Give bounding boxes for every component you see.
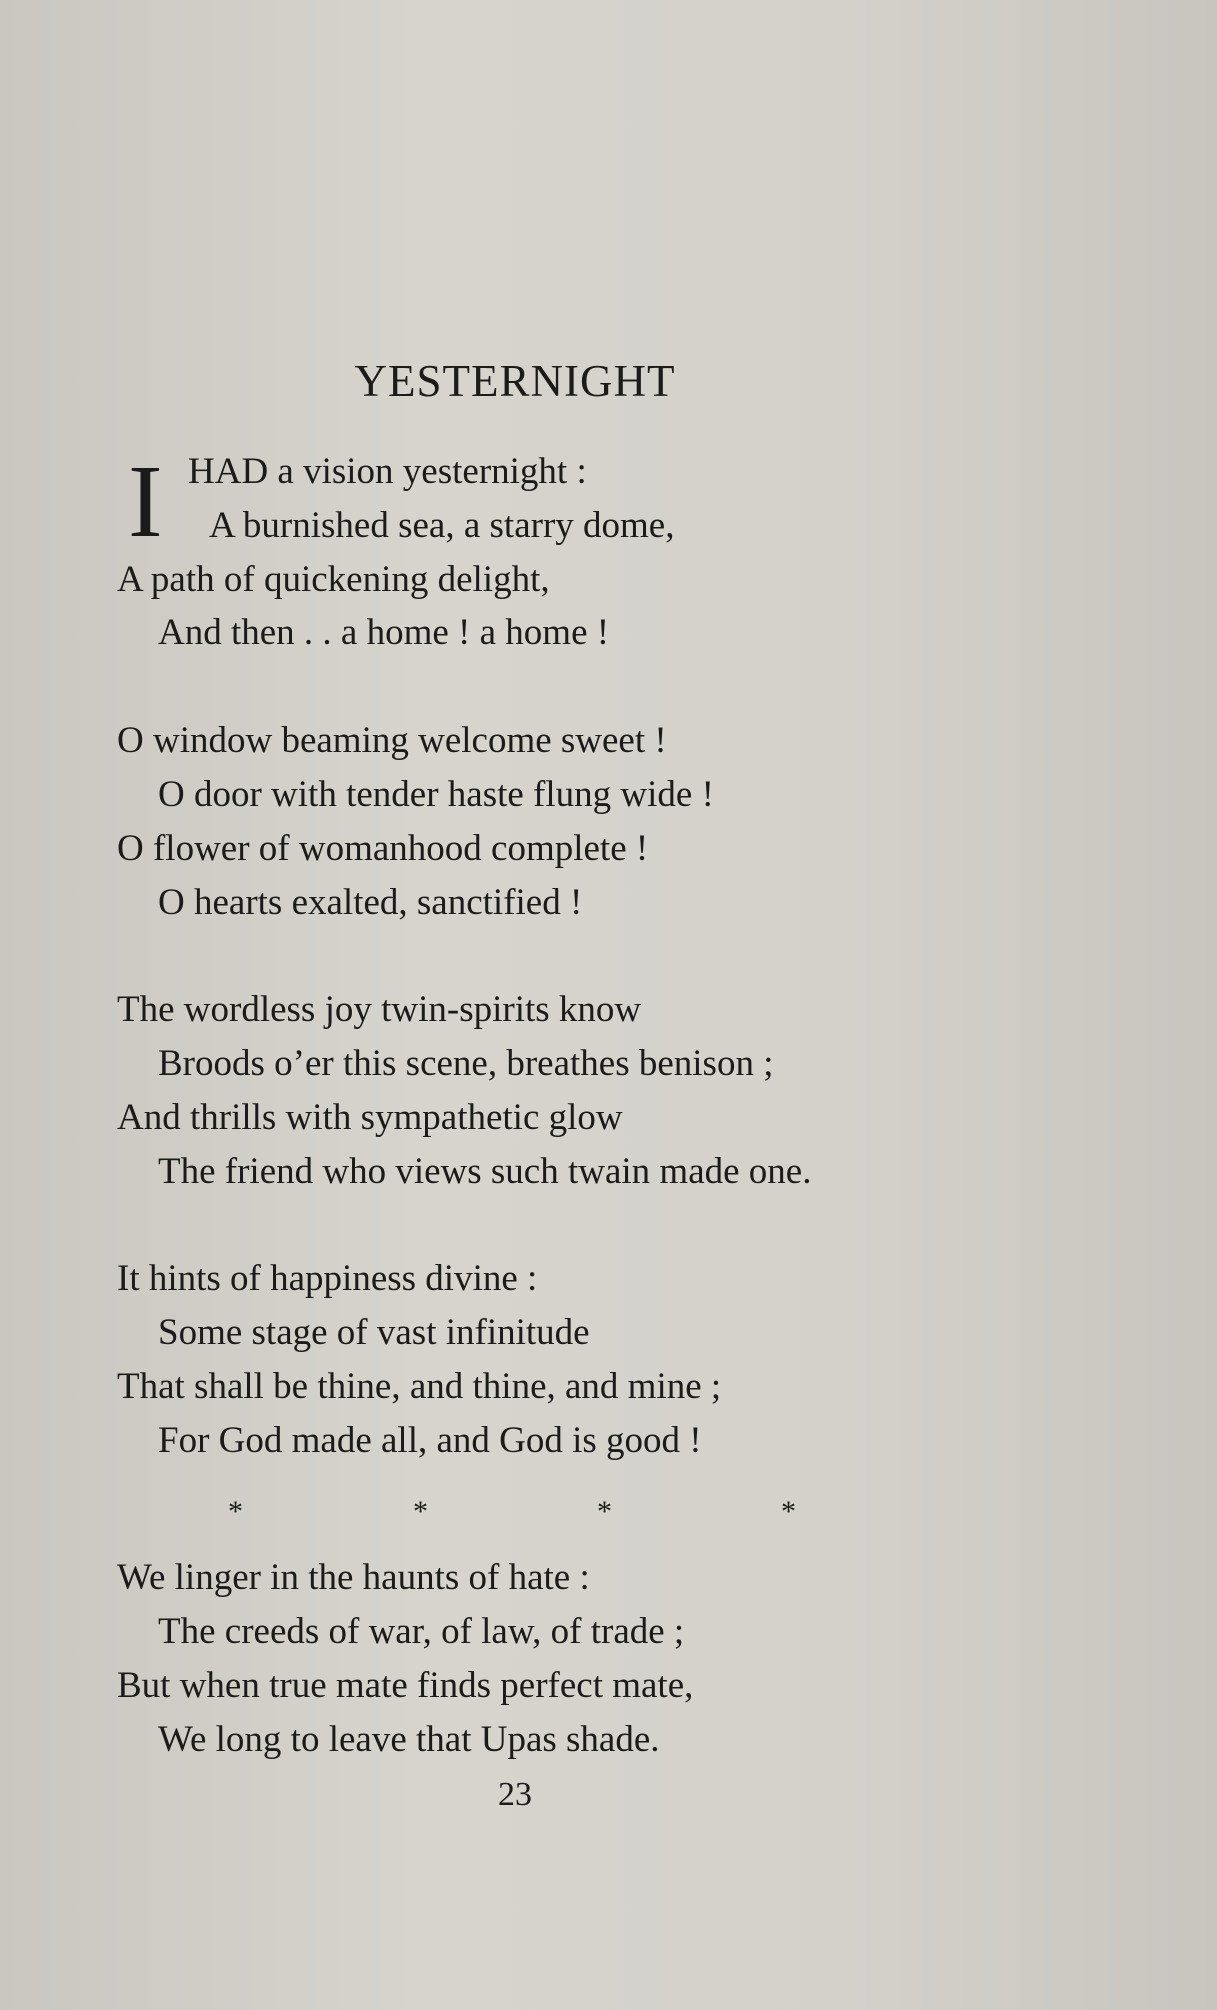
poem-line: O window beaming welcome sweet ! [117, 720, 667, 761]
drop-cap: I [128, 444, 163, 559]
poem-line: That shall be thine, and thine, and mine ; [117, 1366, 722, 1407]
separator-asterisk: * [781, 1495, 796, 1528]
poem-line: The wordless joy twin-spirits know [117, 989, 642, 1030]
poem-line: Broods o’er this scene, breathes benison ; [158, 1043, 774, 1084]
poem-line: For God made all, and God is good ! [158, 1420, 702, 1461]
poem-line: We long to leave that Upas shade. [158, 1719, 660, 1760]
poem-title: YESTERNIGHT [354, 356, 676, 406]
poem-line: We linger in the haunts of hate : [117, 1557, 590, 1598]
separator-asterisk: * [228, 1495, 243, 1528]
poem-line: And thrills with sympathetic glow [117, 1097, 623, 1138]
poem-line: HAD a vision yesternight : [188, 451, 587, 492]
separator-asterisk: * [597, 1495, 612, 1528]
poem-line: Some stage of vast infinitude [158, 1312, 590, 1353]
poem-line: O hearts exalted, sanctified ! [158, 882, 583, 923]
poem-line: A path of quickening delight, [117, 559, 550, 600]
poem-line: The creeds of war, of law, of trade ; [158, 1611, 685, 1652]
page-number: 23 [498, 1776, 532, 1813]
poem-line: But when true mate finds perfect mate, [117, 1665, 694, 1706]
separator-asterisk: * [413, 1495, 428, 1528]
poem-line: O door with tender haste flung wide ! [158, 774, 714, 815]
poem-line: A burnished sea, a starry dome, [209, 505, 675, 546]
poem-line: The friend who views such twain made one. [158, 1151, 812, 1192]
poem-line: And then . . a home ! a home ! [158, 612, 610, 653]
poem-line: It hints of happiness divine : [117, 1258, 538, 1299]
poem-line: O flower of womanhood complete ! [117, 828, 649, 869]
